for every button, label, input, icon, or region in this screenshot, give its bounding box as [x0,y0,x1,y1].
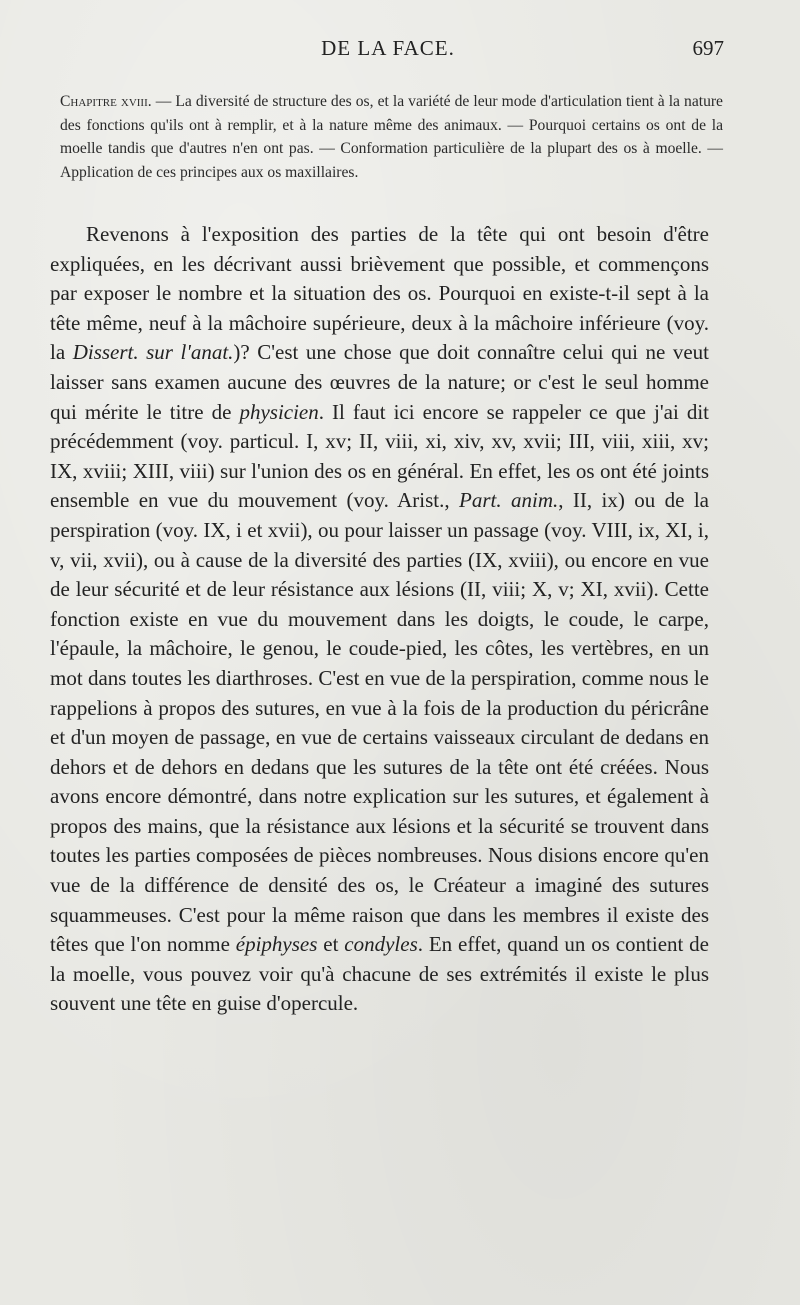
chapter-summary-paragraph [60,90,723,184]
text-segment: et [317,932,345,957]
page-header [52,36,724,66]
body-paragraph [50,220,709,1019]
term-italic: épiphyses [235,932,318,957]
chapter-summary-text: — La diversité de structure des os, et la variété de leur mode d'articulation tient à la nature des fonctions qu'ils ont à remplir, et à la nature même des animaux. — Pourquoi certains os ont de la moelle tandis que d'autres n'en ont pas. — Conformation particulière de la plupart des os à moelle. — Application de ces principes aux os maxillaires. [60,93,723,181]
running-title: DE LA FACE. [321,36,455,60]
term-italic: condyles [344,932,418,957]
chapter-summary [60,90,723,184]
page-number: 697 [692,36,724,60]
term-italic: physicien [239,399,319,424]
text-segment: )? C'est une chose que doit connaître celui qui ne veut laisser sans examen aucune des œuvres de la nature; or c'est le seul homme qui mérite le titre de [50,340,709,424]
text-segment: . En effet, quand un os contient de la moelle, vous pouvez voir qu'à chacune de ses extrémités il existe le plus souvent une tête en guise d'opercule. [50,932,710,1016]
text-segment: Revenons à l'exposition des parties de la tête qui ont besoin d'être expliquées, en les décrivant aussi brièvement que possible, et commençons par exposer le nombre et la situation des os. Pourquoi en existe-t-il sept à la tête même, neuf à la mâchoire supérieure, deux à la mâchoire inférieure (voy. la [50,222,709,365]
citation-italic: Dissert. sur l'anat. [72,340,234,365]
text-segment: . Il faut ici encore se rappeler ce que j'ai dit précédemment (voy. particul. I, xv; II, viii, xi, xiv, xv, xvii; III, viii, xiii, xv; IX, xviii; XIII, viii) sur l'union des os en général. En effet, les os ont été joints ensemble en vue du mouvement (voy. Arist., [50,399,709,513]
body-text [50,220,709,1019]
chapter-label: Chapitre xviii. [60,93,152,110]
text-segment: , II, ix) ou de la perspiration (voy. IX, i et xvii), ou pour laisser un passage (voy. VIII, ix, XI, i, v, vii, xvii), ou à cause de la diversité des parties (IX, xviii), ou encore en vue de leur sécurité et de leur résistance aux lésions (II, viii; X, v; XI, xvii). Cette fonction existe en vue du mouvement dans les doigts, le coude, le carpe, l'épaule, la mâchoire, le genou, le coude-pied, les côtes, les vertèbres, en un mot dans toutes les diarthroses. C'est en vue de la perspiration, comme nous le rappelions à propos des sutures, en vue à la fois de la production du péricrâne et d'un moyen de passage, en vue de certains vaisseaux circulant de dedans en dehors et de dehors en dedans que les sutures de la tête ont été créées. Nous avons encore démontré, dans notre explication sur les sutures, et également à propos des mains, que la résistance aux lésions et la sécurité se trouvent dans toutes les parties composées de pièces nombreuses. Nous disions encore qu'en vue de la différence de densité des os, le Créateur a imaginé des sutures squammeuses. C'est pour la même raison que dans les membres il existe des têtes que l'on nomme [50,488,709,957]
citation-italic: Part. anim. [459,488,559,513]
